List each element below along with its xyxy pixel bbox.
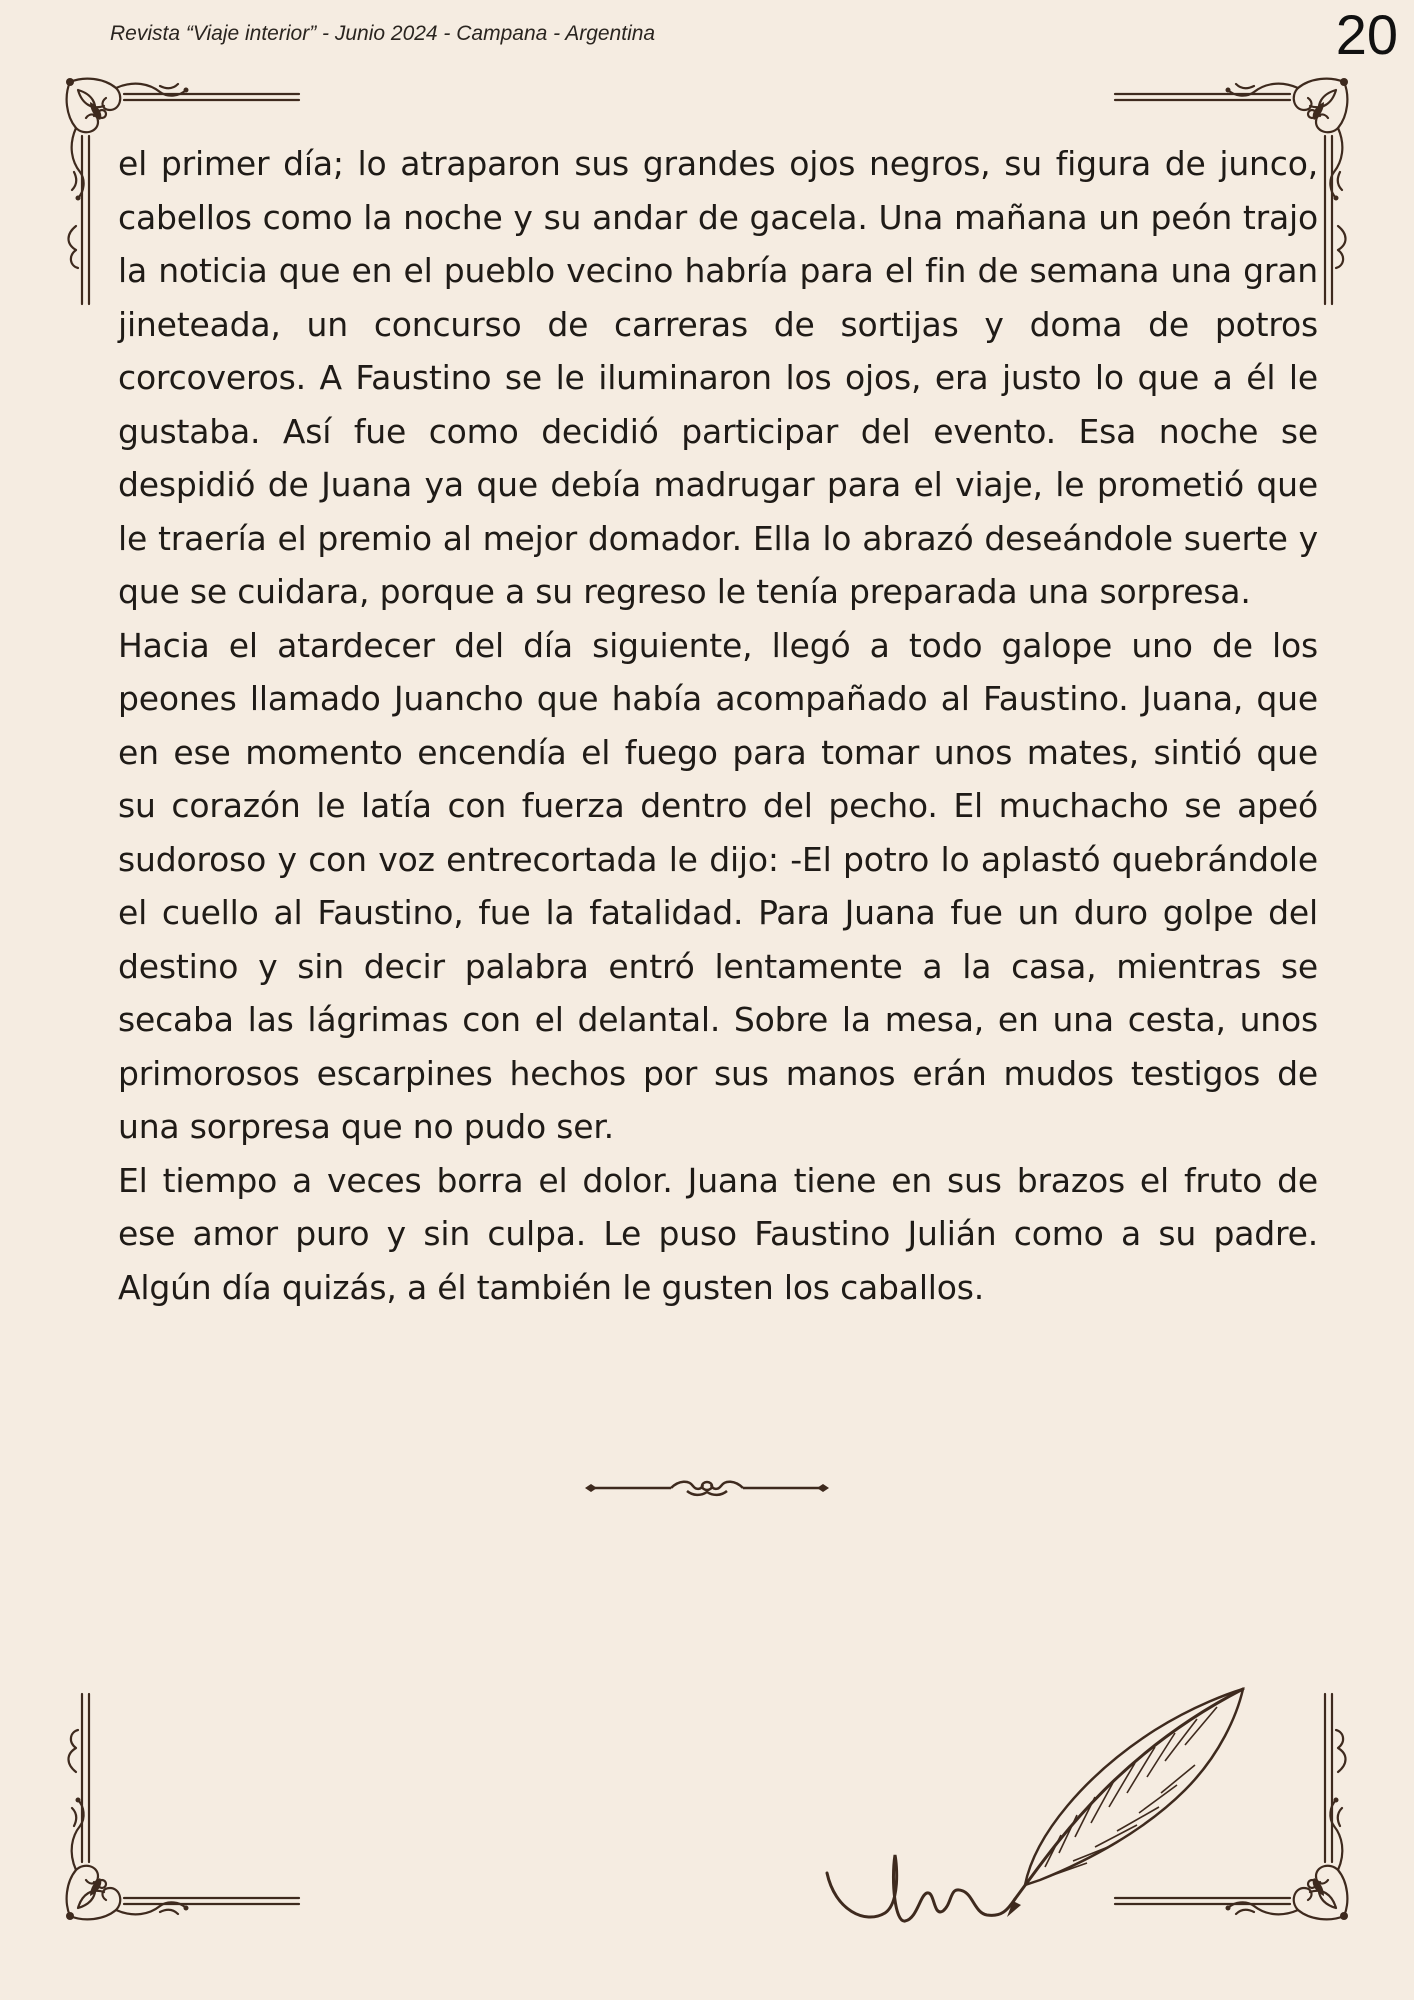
paragraph-1: el primer día; lo atraparon sus grandes ojos negros, su figura de junco, cabellos como la noche y su andar de gacela. Una mañana un peón trajo la noticia que en el pueblo vecino habría para el fin de semana una gran jineteada, un concurso de carreras de sortijas y doma de potros corcoveros. A Faustino se le iluminaron los ojos, era justo lo que a él le gustaba. Así fue como decidió participar del evento. Esa noche se despidió de Juana ya que debía madrugar para el viaje, le prometió que le traería el premio al mejor domador. Ella lo abrazó deseándole suerte y que se cuidara, porque a su regreso le tenía preparada una sorpresa. — [118, 144, 1318, 611]
flourish-divider-icon — [583, 1477, 831, 1499]
paragraph-3: El tiempo a veces borra el dolor. Juana tiene en sus brazos el fruto de ese amor puro y sin culpa. Le puso Faustino Julián como a su padre. Algún día quizás, a él también le gusten los caballos. — [118, 1160, 1318, 1307]
quill-feather-icon — [825, 1685, 1255, 1935]
ornate-corner-bottom-left-icon — [64, 1682, 364, 1922]
paragraph-2: Hacia el atardecer del día siguiente, llegó a todo galope uno de los peones llamado Juancho que había acompañado al Faustino. Juana, que en ese momento encendía el fuego para tomar unos mates, sintió que su corazón le latía con fuerza dentro del pecho. El muchacho se apeó sudoroso y con voz entrecortada le dijo: -El potro lo aplastó quebrándole el cuello al Faustino, fue la fatalidad. Para Juana fue un duro golpe del destino y sin decir palabra entró lentamente a la casa, mientras se secaba las lágrimas con el delantal. Sobre la mesa, en una cesta, unos primorosos escarpines hechos por sus manos erán mudos testigos de una sorpresa que no pudo ser. — [118, 625, 1318, 1146]
page-number: 20 — [1335, 3, 1398, 66]
article-body — [118, 137, 1318, 1314]
running-header: Revista “Viaje interior” - Junio 2024 - Campana - Argentina — [110, 22, 656, 45]
